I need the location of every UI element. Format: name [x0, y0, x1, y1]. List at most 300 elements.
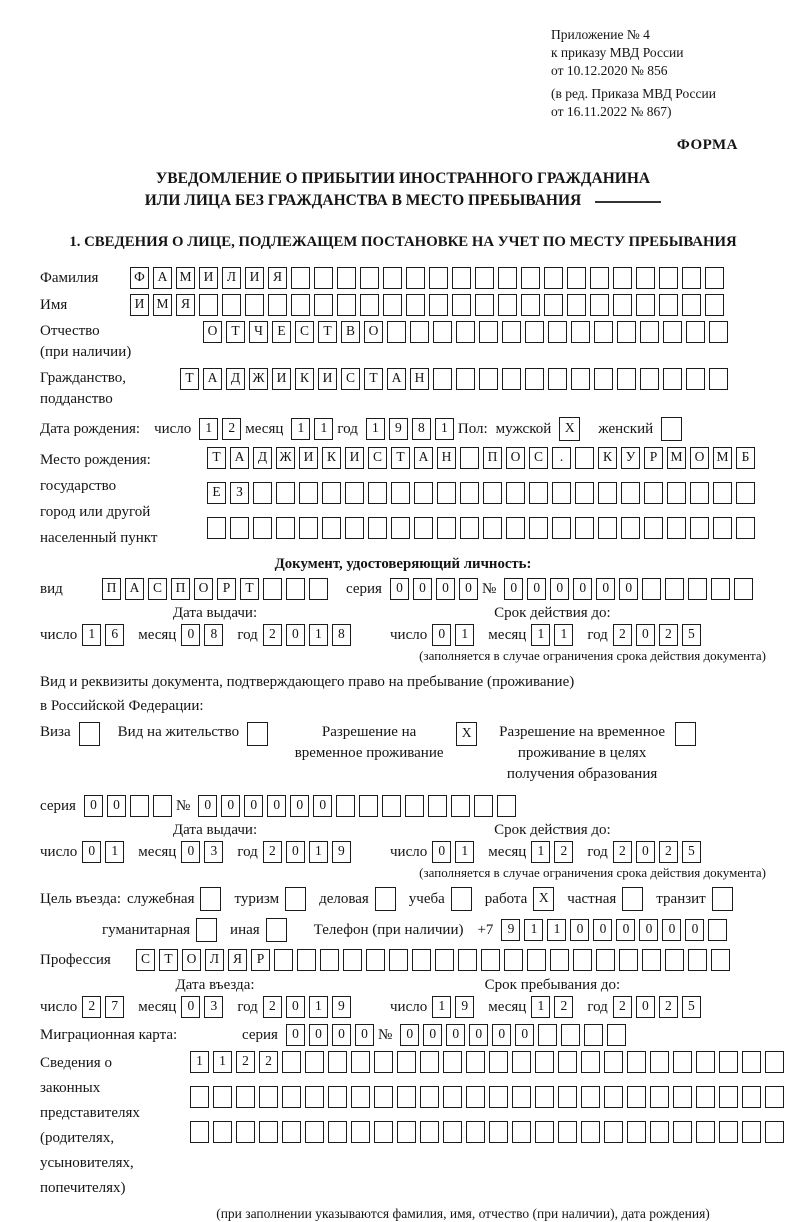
purpose-business-checkbox[interactable] [375, 887, 400, 911]
char-box[interactable] [622, 887, 643, 911]
char-box[interactable]: 0 [639, 919, 658, 941]
char-box[interactable] [663, 321, 682, 343]
char-box[interactable] [412, 949, 431, 971]
migration-number-cells[interactable] [400, 1024, 630, 1046]
char-box[interactable] [343, 949, 362, 971]
char-box[interactable] [460, 447, 479, 469]
char-box[interactable] [285, 887, 306, 911]
char-box[interactable] [428, 795, 447, 817]
birth-place-row1-cells[interactable] [207, 447, 759, 469]
char-box[interactable] [429, 294, 448, 316]
char-box[interactable] [621, 517, 640, 539]
char-box[interactable] [644, 482, 663, 504]
char-box[interactable]: 0 [181, 841, 200, 863]
char-box[interactable] [420, 1121, 439, 1143]
representatives-row1-cells[interactable] [190, 1051, 788, 1073]
char-box[interactable] [247, 722, 268, 746]
char-box[interactable]: Т [180, 368, 199, 390]
char-box[interactable] [263, 578, 282, 600]
char-box[interactable]: Т [364, 368, 383, 390]
char-box[interactable] [460, 517, 479, 539]
char-box[interactable] [548, 321, 567, 343]
char-box[interactable]: Л [222, 267, 241, 289]
char-box[interactable]: 0 [504, 578, 523, 600]
char-box[interactable] [502, 321, 521, 343]
char-box[interactable]: 9 [332, 996, 351, 1018]
char-box[interactable] [266, 918, 287, 942]
char-box[interactable]: С [148, 578, 167, 600]
char-box[interactable]: 1 [531, 624, 550, 646]
char-box[interactable] [506, 482, 525, 504]
char-box[interactable] [665, 949, 684, 971]
char-box[interactable] [322, 517, 341, 539]
char-box[interactable]: С [136, 949, 155, 971]
char-box[interactable] [207, 517, 226, 539]
representatives-row2-cells[interactable] [190, 1086, 788, 1108]
char-box[interactable] [451, 887, 472, 911]
char-box[interactable] [705, 267, 724, 289]
char-box[interactable]: 3 [204, 841, 223, 863]
stay-month-cells[interactable] [531, 996, 577, 1018]
char-box[interactable]: 0 [662, 919, 681, 941]
char-box[interactable] [527, 949, 546, 971]
char-box[interactable]: И [345, 447, 364, 469]
char-box[interactable] [433, 321, 452, 343]
char-box[interactable] [456, 368, 475, 390]
char-box[interactable]: Т [226, 321, 245, 343]
char-box[interactable]: 0 [84, 795, 103, 817]
stay-day-cells[interactable] [432, 996, 478, 1018]
char-box[interactable] [734, 578, 753, 600]
char-box[interactable] [617, 368, 636, 390]
char-box[interactable]: 0 [636, 624, 655, 646]
char-box[interactable]: Ч [249, 321, 268, 343]
char-box[interactable]: 0 [290, 795, 309, 817]
char-box[interactable] [213, 1121, 232, 1143]
char-box[interactable]: П [483, 447, 502, 469]
char-box[interactable] [673, 1121, 692, 1143]
char-box[interactable]: Р [217, 578, 236, 600]
char-box[interactable] [675, 722, 696, 746]
residence-issue-month-cells[interactable] [181, 841, 227, 863]
char-box[interactable]: 0 [436, 578, 455, 600]
char-box[interactable]: 1 [524, 919, 543, 941]
patronymic-cells[interactable] [203, 321, 732, 343]
char-box[interactable]: 0 [286, 624, 305, 646]
char-box[interactable]: С [295, 321, 314, 343]
char-box[interactable]: 0 [593, 919, 612, 941]
char-box[interactable] [305, 1121, 324, 1143]
char-box[interactable] [682, 294, 701, 316]
char-box[interactable] [686, 368, 705, 390]
residence-valid-month-cells[interactable] [531, 841, 577, 863]
char-box[interactable]: А [203, 368, 222, 390]
char-box[interactable] [667, 517, 686, 539]
char-box[interactable]: 1 [554, 624, 573, 646]
char-box[interactable]: А [414, 447, 433, 469]
char-box[interactable] [397, 1121, 416, 1143]
char-box[interactable]: 0 [527, 578, 546, 600]
char-box[interactable] [525, 368, 544, 390]
char-box[interactable] [437, 517, 456, 539]
char-box[interactable] [433, 368, 452, 390]
char-box[interactable] [667, 482, 686, 504]
char-box[interactable]: В [341, 321, 360, 343]
char-box[interactable] [659, 294, 678, 316]
char-box[interactable]: 0 [107, 795, 126, 817]
char-box[interactable]: А [125, 578, 144, 600]
char-box[interactable] [309, 578, 328, 600]
char-box[interactable] [305, 1086, 324, 1108]
char-box[interactable]: А [153, 267, 172, 289]
identity-issue-year-cells[interactable] [263, 624, 355, 646]
char-box[interactable] [405, 795, 424, 817]
char-box[interactable] [696, 1121, 715, 1143]
char-box[interactable] [682, 267, 701, 289]
char-box[interactable] [259, 1121, 278, 1143]
char-box[interactable]: А [230, 447, 249, 469]
sex-male-checkbox[interactable] [559, 417, 584, 441]
char-box[interactable]: 0 [636, 996, 655, 1018]
char-box[interactable] [640, 368, 659, 390]
char-box[interactable] [328, 1086, 347, 1108]
char-box[interactable] [414, 517, 433, 539]
char-box[interactable]: П [102, 578, 121, 600]
char-box[interactable]: 9 [389, 418, 408, 440]
char-box[interactable]: 0 [423, 1024, 442, 1046]
char-box[interactable]: 0 [413, 578, 432, 600]
char-box[interactable] [521, 294, 540, 316]
purpose-study-checkbox[interactable] [451, 887, 476, 911]
char-box[interactable] [594, 368, 613, 390]
char-box[interactable] [420, 1086, 439, 1108]
char-box[interactable]: 3 [204, 996, 223, 1018]
char-box[interactable] [451, 795, 470, 817]
char-box[interactable]: 1 [309, 996, 328, 1018]
char-box[interactable] [443, 1121, 462, 1143]
identity-valid-month-cells[interactable] [531, 624, 577, 646]
char-box[interactable] [636, 294, 655, 316]
char-box[interactable] [650, 1051, 669, 1073]
char-box[interactable] [360, 294, 379, 316]
char-box[interactable] [538, 1024, 557, 1046]
char-box[interactable]: К [295, 368, 314, 390]
char-box[interactable]: И [245, 267, 264, 289]
char-box[interactable]: И [199, 267, 218, 289]
char-box[interactable] [659, 267, 678, 289]
char-box[interactable]: М [176, 267, 195, 289]
char-box[interactable] [581, 1086, 600, 1108]
char-box[interactable]: 1 [190, 1051, 209, 1073]
char-box[interactable] [696, 1051, 715, 1073]
char-box[interactable]: 1 [309, 624, 328, 646]
char-box[interactable] [466, 1086, 485, 1108]
char-box[interactable] [190, 1086, 209, 1108]
char-box[interactable]: 0 [492, 1024, 511, 1046]
char-box[interactable]: 2 [554, 841, 573, 863]
char-box[interactable] [406, 294, 425, 316]
char-box[interactable] [575, 517, 594, 539]
char-box[interactable] [688, 578, 707, 600]
char-box[interactable] [644, 517, 663, 539]
char-box[interactable]: 2 [263, 996, 282, 1018]
char-box[interactable] [374, 1051, 393, 1073]
purpose-work-checkbox[interactable] [533, 887, 558, 911]
char-box[interactable] [351, 1086, 370, 1108]
char-box[interactable] [512, 1121, 531, 1143]
residence-number-cells[interactable] [198, 795, 520, 817]
char-box[interactable]: Я [176, 294, 195, 316]
birth-month-cells[interactable] [291, 418, 337, 440]
char-box[interactable] [627, 1086, 646, 1108]
char-box[interactable] [663, 368, 682, 390]
char-box[interactable] [548, 368, 567, 390]
char-box[interactable] [544, 267, 563, 289]
purpose-official-checkbox[interactable] [200, 887, 225, 911]
char-box[interactable]: М [153, 294, 172, 316]
char-box[interactable] [328, 1051, 347, 1073]
char-box[interactable] [742, 1086, 761, 1108]
char-box[interactable] [359, 795, 378, 817]
phone-cells[interactable] [501, 919, 731, 941]
char-box[interactable] [305, 1051, 324, 1073]
char-box[interactable]: 9 [332, 841, 351, 863]
char-box[interactable] [483, 482, 502, 504]
char-box[interactable] [368, 517, 387, 539]
char-box[interactable] [712, 887, 733, 911]
char-box[interactable] [268, 294, 287, 316]
char-box[interactable] [466, 1121, 485, 1143]
char-box[interactable]: . [552, 447, 571, 469]
char-box[interactable] [561, 1024, 580, 1046]
char-box[interactable] [765, 1086, 784, 1108]
char-box[interactable]: И [299, 447, 318, 469]
char-box[interactable] [598, 517, 617, 539]
char-box[interactable] [190, 1121, 209, 1143]
char-box[interactable] [245, 294, 264, 316]
char-box[interactable] [336, 795, 355, 817]
char-box[interactable]: 5 [682, 996, 701, 1018]
char-box[interactable] [297, 949, 316, 971]
char-box[interactable]: К [598, 447, 617, 469]
identity-valid-day-cells[interactable] [432, 624, 478, 646]
char-box[interactable] [314, 267, 333, 289]
char-box[interactable] [696, 1086, 715, 1108]
char-box[interactable]: 1 [432, 996, 451, 1018]
entry-month-cells[interactable] [181, 996, 227, 1018]
char-box[interactable]: Е [272, 321, 291, 343]
char-box[interactable]: 0 [570, 919, 589, 941]
char-box[interactable]: 0 [573, 578, 592, 600]
birth-day-cells[interactable] [199, 418, 245, 440]
char-box[interactable] [479, 321, 498, 343]
char-box[interactable] [320, 949, 339, 971]
char-box[interactable] [475, 267, 494, 289]
char-box[interactable]: С [341, 368, 360, 390]
char-box[interactable] [387, 321, 406, 343]
sex-female-checkbox[interactable] [661, 417, 686, 441]
char-box[interactable]: Р [644, 447, 663, 469]
char-box[interactable] [765, 1051, 784, 1073]
char-box[interactable]: 9 [501, 919, 520, 941]
char-box[interactable]: 1 [455, 624, 474, 646]
char-box[interactable] [282, 1086, 301, 1108]
char-box[interactable] [130, 795, 149, 817]
char-box[interactable]: 0 [286, 996, 305, 1018]
char-box[interactable] [690, 482, 709, 504]
char-box[interactable] [420, 1051, 439, 1073]
char-box[interactable] [253, 482, 272, 504]
char-box[interactable]: 1 [531, 841, 550, 863]
char-box[interactable] [708, 919, 727, 941]
char-box[interactable] [535, 1121, 554, 1143]
char-box[interactable]: 0 [616, 919, 635, 941]
char-box[interactable] [512, 1051, 531, 1073]
char-box[interactable] [337, 267, 356, 289]
char-box[interactable] [286, 578, 305, 600]
surname-cells[interactable] [130, 267, 728, 289]
char-box[interactable] [410, 321, 429, 343]
char-box[interactable] [322, 482, 341, 504]
char-box[interactable] [383, 267, 402, 289]
char-box[interactable]: 0 [390, 578, 409, 600]
char-box[interactable]: 2 [263, 624, 282, 646]
char-box[interactable]: 0 [432, 624, 451, 646]
char-box[interactable]: Т [318, 321, 337, 343]
char-box[interactable]: 0 [636, 841, 655, 863]
char-box[interactable]: 2 [263, 841, 282, 863]
stay-year-cells[interactable] [613, 996, 705, 1018]
char-box[interactable] [429, 267, 448, 289]
char-box[interactable]: 2 [82, 996, 101, 1018]
char-box[interactable] [736, 517, 755, 539]
char-box[interactable]: 1 [213, 1051, 232, 1073]
char-box[interactable]: 2 [222, 418, 241, 440]
char-box[interactable]: 0 [309, 1024, 328, 1046]
char-box[interactable] [383, 294, 402, 316]
purpose-private-checkbox[interactable] [622, 887, 647, 911]
doc-series-cells[interactable] [390, 578, 482, 600]
char-box[interactable]: 0 [267, 795, 286, 817]
char-box[interactable] [274, 949, 293, 971]
char-box[interactable]: 0 [619, 578, 638, 600]
residence-series-cells[interactable] [84, 795, 176, 817]
char-box[interactable]: 5 [682, 841, 701, 863]
char-box[interactable] [742, 1121, 761, 1143]
char-box[interactable] [613, 294, 632, 316]
char-box[interactable] [79, 722, 100, 746]
char-box[interactable] [337, 294, 356, 316]
char-box[interactable]: Д [226, 368, 245, 390]
char-box[interactable]: 8 [412, 418, 431, 440]
representatives-row3-cells[interactable] [190, 1121, 788, 1143]
char-box[interactable] [489, 1086, 508, 1108]
char-box[interactable]: 2 [659, 841, 678, 863]
residence-issue-day-cells[interactable] [82, 841, 128, 863]
char-box[interactable]: 2 [613, 996, 632, 1018]
char-box[interactable] [709, 368, 728, 390]
char-box[interactable] [391, 517, 410, 539]
char-box[interactable]: О [203, 321, 222, 343]
citizenship-cells[interactable] [180, 368, 732, 390]
char-box[interactable] [621, 482, 640, 504]
char-box[interactable] [466, 1051, 485, 1073]
char-box[interactable] [552, 517, 571, 539]
char-box[interactable] [236, 1086, 255, 1108]
char-box[interactable]: 0 [459, 578, 478, 600]
char-box[interactable] [391, 482, 410, 504]
char-box[interactable] [636, 267, 655, 289]
char-box[interactable] [414, 482, 433, 504]
char-box[interactable] [552, 482, 571, 504]
char-box[interactable] [709, 321, 728, 343]
char-box[interactable] [196, 918, 217, 942]
char-box[interactable]: 0 [432, 841, 451, 863]
char-box[interactable]: 1 [455, 841, 474, 863]
char-box[interactable] [253, 517, 272, 539]
char-box[interactable] [711, 949, 730, 971]
birth-place-row2-cells[interactable] [207, 482, 759, 504]
char-box[interactable]: З [230, 482, 249, 504]
char-box[interactable]: С [368, 447, 387, 469]
char-box[interactable]: 0 [286, 841, 305, 863]
char-box[interactable] [736, 482, 755, 504]
char-box[interactable]: Т [391, 447, 410, 469]
char-box[interactable] [443, 1051, 462, 1073]
char-box[interactable]: 1 [105, 841, 124, 863]
char-box[interactable] [765, 1121, 784, 1143]
char-box[interactable]: П [171, 578, 190, 600]
char-box[interactable] [742, 1051, 761, 1073]
char-box[interactable] [665, 578, 684, 600]
char-box[interactable] [584, 1024, 603, 1046]
char-box[interactable] [650, 1121, 669, 1143]
char-box[interactable] [299, 517, 318, 539]
char-box[interactable] [719, 1086, 738, 1108]
char-box[interactable]: 1 [309, 841, 328, 863]
char-box[interactable]: 9 [455, 996, 474, 1018]
char-box[interactable] [474, 795, 493, 817]
char-box[interactable]: 0 [244, 795, 263, 817]
char-box[interactable] [452, 294, 471, 316]
doc-kind-cells[interactable] [102, 578, 332, 600]
char-box[interactable]: 1 [314, 418, 333, 440]
char-box[interactable]: 0 [355, 1024, 374, 1046]
char-box[interactable]: Ж [249, 368, 268, 390]
char-box[interactable]: 0 [181, 996, 200, 1018]
char-box[interactable] [719, 1121, 738, 1143]
char-box[interactable]: 1 [82, 624, 101, 646]
char-box[interactable]: 0 [400, 1024, 419, 1046]
char-box[interactable] [713, 482, 732, 504]
char-box[interactable] [389, 949, 408, 971]
char-box[interactable] [230, 517, 249, 539]
char-box[interactable] [375, 887, 396, 911]
char-box[interactable] [406, 267, 425, 289]
char-box[interactable] [550, 949, 569, 971]
char-box[interactable] [690, 517, 709, 539]
char-box[interactable] [642, 949, 661, 971]
char-box[interactable] [291, 294, 310, 316]
char-box[interactable] [199, 294, 218, 316]
char-box[interactable]: 0 [313, 795, 332, 817]
char-box[interactable] [259, 1086, 278, 1108]
char-box[interactable] [607, 1024, 626, 1046]
char-box[interactable]: 2 [613, 841, 632, 863]
char-box[interactable] [213, 1086, 232, 1108]
char-box[interactable]: О [690, 447, 709, 469]
char-box[interactable]: О [182, 949, 201, 971]
